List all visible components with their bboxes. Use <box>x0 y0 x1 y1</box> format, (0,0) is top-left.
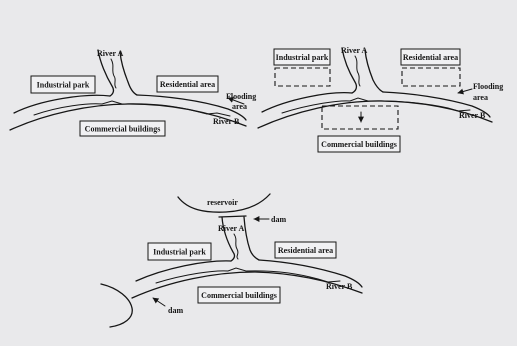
residential-area-box <box>157 76 218 92</box>
dam-top-label: dam <box>271 215 287 224</box>
industrial-park-label: Industrial park <box>36 80 90 90</box>
commercial-relocation-box <box>322 106 398 129</box>
reservoir-label: reservoir <box>207 198 238 207</box>
industrial-park-box <box>31 76 95 93</box>
industrial-park-label: Industrial park <box>153 247 206 257</box>
residential-area-box <box>275 242 336 258</box>
river-b-label: River B <box>459 111 486 120</box>
river-b-label: River B <box>326 282 353 291</box>
panel-2 <box>258 46 503 152</box>
dam-top-line <box>219 216 246 217</box>
industrial-park-box <box>148 243 211 260</box>
industrial-park-box <box>274 49 330 65</box>
residential-area-label: Residential area <box>159 80 216 89</box>
dam-bottom-arrow <box>153 298 165 306</box>
commercial-buildings-box <box>198 287 280 303</box>
river-a-label: River A <box>341 46 368 55</box>
residential-area-box <box>401 49 460 65</box>
commercial-buildings-box <box>80 121 165 136</box>
commercial-buildings-box <box>318 136 400 152</box>
dam-bottom-curve <box>101 284 132 327</box>
industrial-park-relocation-box <box>275 68 330 86</box>
residential-area-relocation-box <box>402 68 460 86</box>
commercial-buildings-label: Commercial buildings <box>321 140 397 149</box>
river-a-label: River A <box>97 49 124 58</box>
industrial-park-label: Industrial park <box>275 53 329 62</box>
river-b-channel <box>258 92 492 128</box>
panel-1 <box>10 49 256 136</box>
river-b-label: River B <box>213 117 240 126</box>
commercial-buildings-label: Commercial buildings <box>201 291 277 300</box>
flooding-arrow <box>458 89 472 93</box>
commercial-buildings-label: Commercial buildings <box>84 124 161 134</box>
flooding-label: Flooding area <box>226 92 257 111</box>
dam-bottom-label: dam <box>168 306 184 315</box>
river-a-label: River A <box>218 224 245 233</box>
panel-3 <box>101 194 362 327</box>
residential-area-label: Residential area <box>277 246 334 255</box>
flooding-label: Flooding area <box>473 82 504 102</box>
residential-area-label: Residential area <box>402 53 459 62</box>
